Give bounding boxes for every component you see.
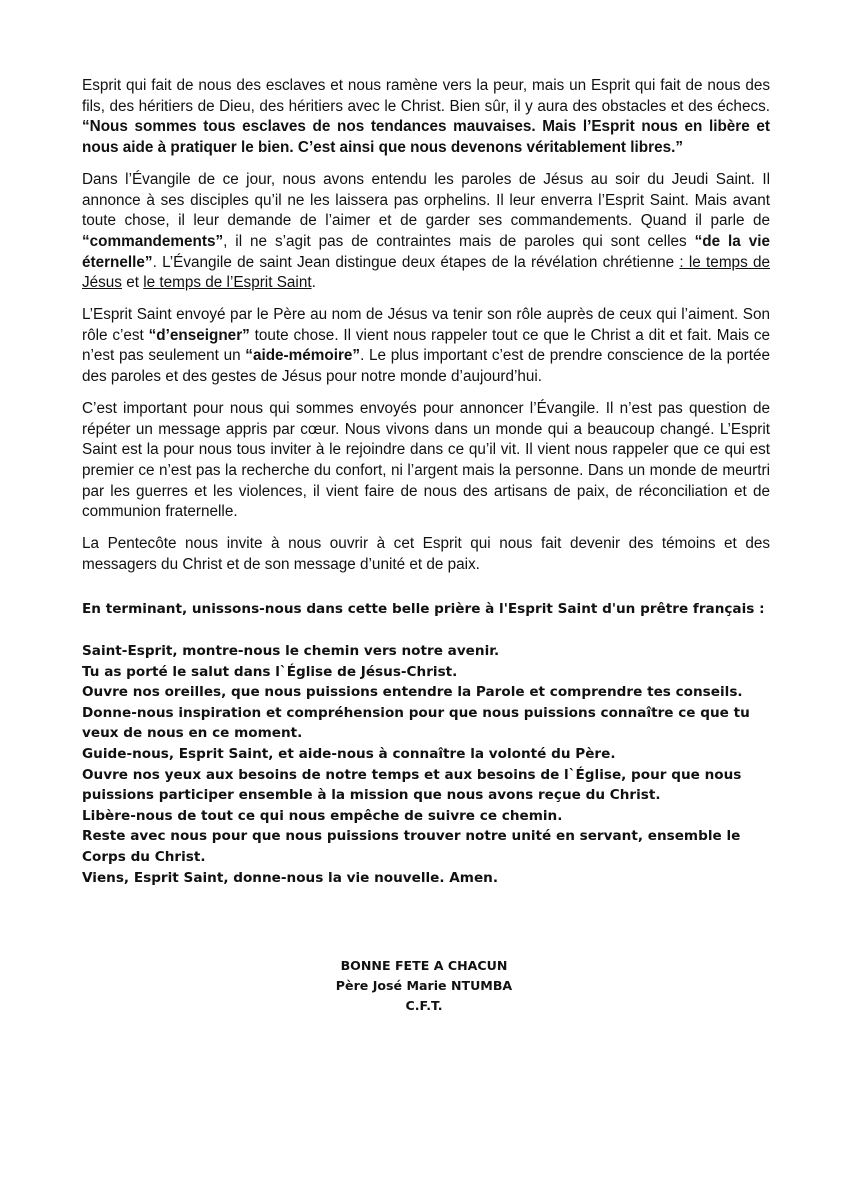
paragraph — [82, 534, 770, 575]
greeting: BONNE FETE A CHACUN — [340, 958, 508, 973]
text-segment: et — [121, 274, 144, 292]
prayer-line: Tu as porté le salut dans l`Église de Jésus-Christ. — [82, 663, 458, 680]
text-segment: toute chose. Il vient nous rappeler tout ce que le Christ a dit et fait. Mais ce n’est pas seulement un — [82, 326, 770, 365]
text-segment: L’Esprit Saint envoyé par le Père au nom de Jésus va tenir son rôle auprès de ceux qui l’aiment. Son rôle c’est — [82, 306, 770, 344]
bold-text: “commandements” — [82, 232, 224, 250]
homily-text — [82, 76, 770, 575]
signature-block — [0, 956, 848, 1016]
paragraph — [82, 170, 770, 294]
prayer-line: Saint-Esprit, montre-nous le chemin vers notre avenir. — [82, 643, 500, 660]
underlined-text: : le temps de Jésus — [82, 253, 771, 292]
prayer-line: Libère-nous de tout ce qui nous empêche de suivre ce chemin. — [82, 807, 563, 824]
text-segment: C’est important pour nous qui sommes envoyés pour annoncer l’Évangile. Il n’est pas question de répéter un message appris par cœur. Nous vivons dans un monde qui a beaucoup changé. L’Esprit Saint est la pour nous tous inviter à le rejoindre dans ce qu’il vit. Il vient nous rappeler que ce qui est premier ce n’est pas la recherche du confort, ni l’argent mais la personne. Dans un monde de meurtri par les guerres et les violences, il vient faire de nous des artisans de paix, de réconciliation et de communion fraternelle. — [82, 399, 770, 521]
prayer-line: Reste avec nous pour que nous puissions trouver notre unité en servant, ensemble le Corps du Christ. — [82, 828, 741, 865]
paragraph — [82, 76, 770, 159]
text-segment: . L’Évangile de saint Jean distingue deux étapes de la révélation chrétienne — [152, 253, 680, 271]
prayer-text — [82, 641, 770, 888]
underlined-text: le temps de l’Esprit Saint — [143, 274, 312, 292]
text-segment: La Pentecôte nous invite à nous ouvrir à cet Esprit qui nous fait devenir des témoins et des messagers du Christ et de son message d’unité et de paix. — [82, 535, 770, 573]
bold-text: “aide-mémoire” — [245, 347, 361, 365]
prayer-line: Viens, Esprit Saint, donne-nous la vie nouvelle. Amen. — [82, 869, 499, 886]
author-name: Père José Marie NTUMBA — [335, 978, 513, 993]
text-segment: . Le plus important c’est de prendre conscience de la portée des paroles et des gestes de Jésus pour notre monde d’aujourd’hui. — [82, 347, 770, 386]
prayer-line: Guide-nous, Esprit Saint, et aide-nous à connaître la volonté du Père. — [82, 746, 616, 763]
text-segment: Esprit qui fait de nous des esclaves et nous ramène vers la peur, mais un Esprit qui fait de nous des fils, des héritiers de Dieu, des héritiers avec le Christ. Bien sûr, il y aura des obstacles et des échecs. — [82, 77, 770, 115]
paragraph — [82, 399, 770, 523]
prayer-introduction: En terminant, unissons-nous dans cette belle prière à l'Esprit Saint d'un prêtre français : — [82, 601, 765, 618]
text-segment: , il ne s’agit pas de contraintes mais de paroles qui sont celles — [223, 232, 695, 250]
paragraph — [82, 305, 770, 388]
text-segment: Dans l’Évangile de ce jour, nous avons entendu les paroles de Jésus au soir du Jeudi Saint. Il annonce à ses disciples qu’il ne les laissera pas orphelins. Il leur enverra l’Esprit Saint. Mais avant toute chose, il leur demande de l’aimer et de garder ses commandements. Quand il parle de — [82, 170, 770, 230]
bold-text: “Nous sommes tous esclaves de nos tendances mauvaises. Mais l’Esprit nous en libère et nous aide à pratiquer le bien. C’est ainsi que nous devenons véritablement libres.” — [82, 118, 770, 157]
bold-text: “d’enseigner” — [148, 326, 250, 344]
prayer-line: Ouvre nos oreilles, que nous puissions entendre la Parole et comprendre tes conseils. — [82, 684, 743, 701]
organization: C.F.T. — [405, 998, 443, 1013]
text-segment: . — [311, 274, 316, 292]
bold-text: “de la vie éternelle” — [82, 232, 770, 271]
prayer-line: Donne-nous inspiration et compréhension pour que nous puissions connaître ce que tu veux de nous en ce moment. — [82, 704, 750, 742]
document-body — [82, 76, 770, 888]
prayer-line: Ouvre nos yeux aux besoins de notre temps et aux besoins de l`Église, pour que nous puissions participer ensemble à la mission que nous avons reçue du Christ. — [82, 766, 742, 804]
